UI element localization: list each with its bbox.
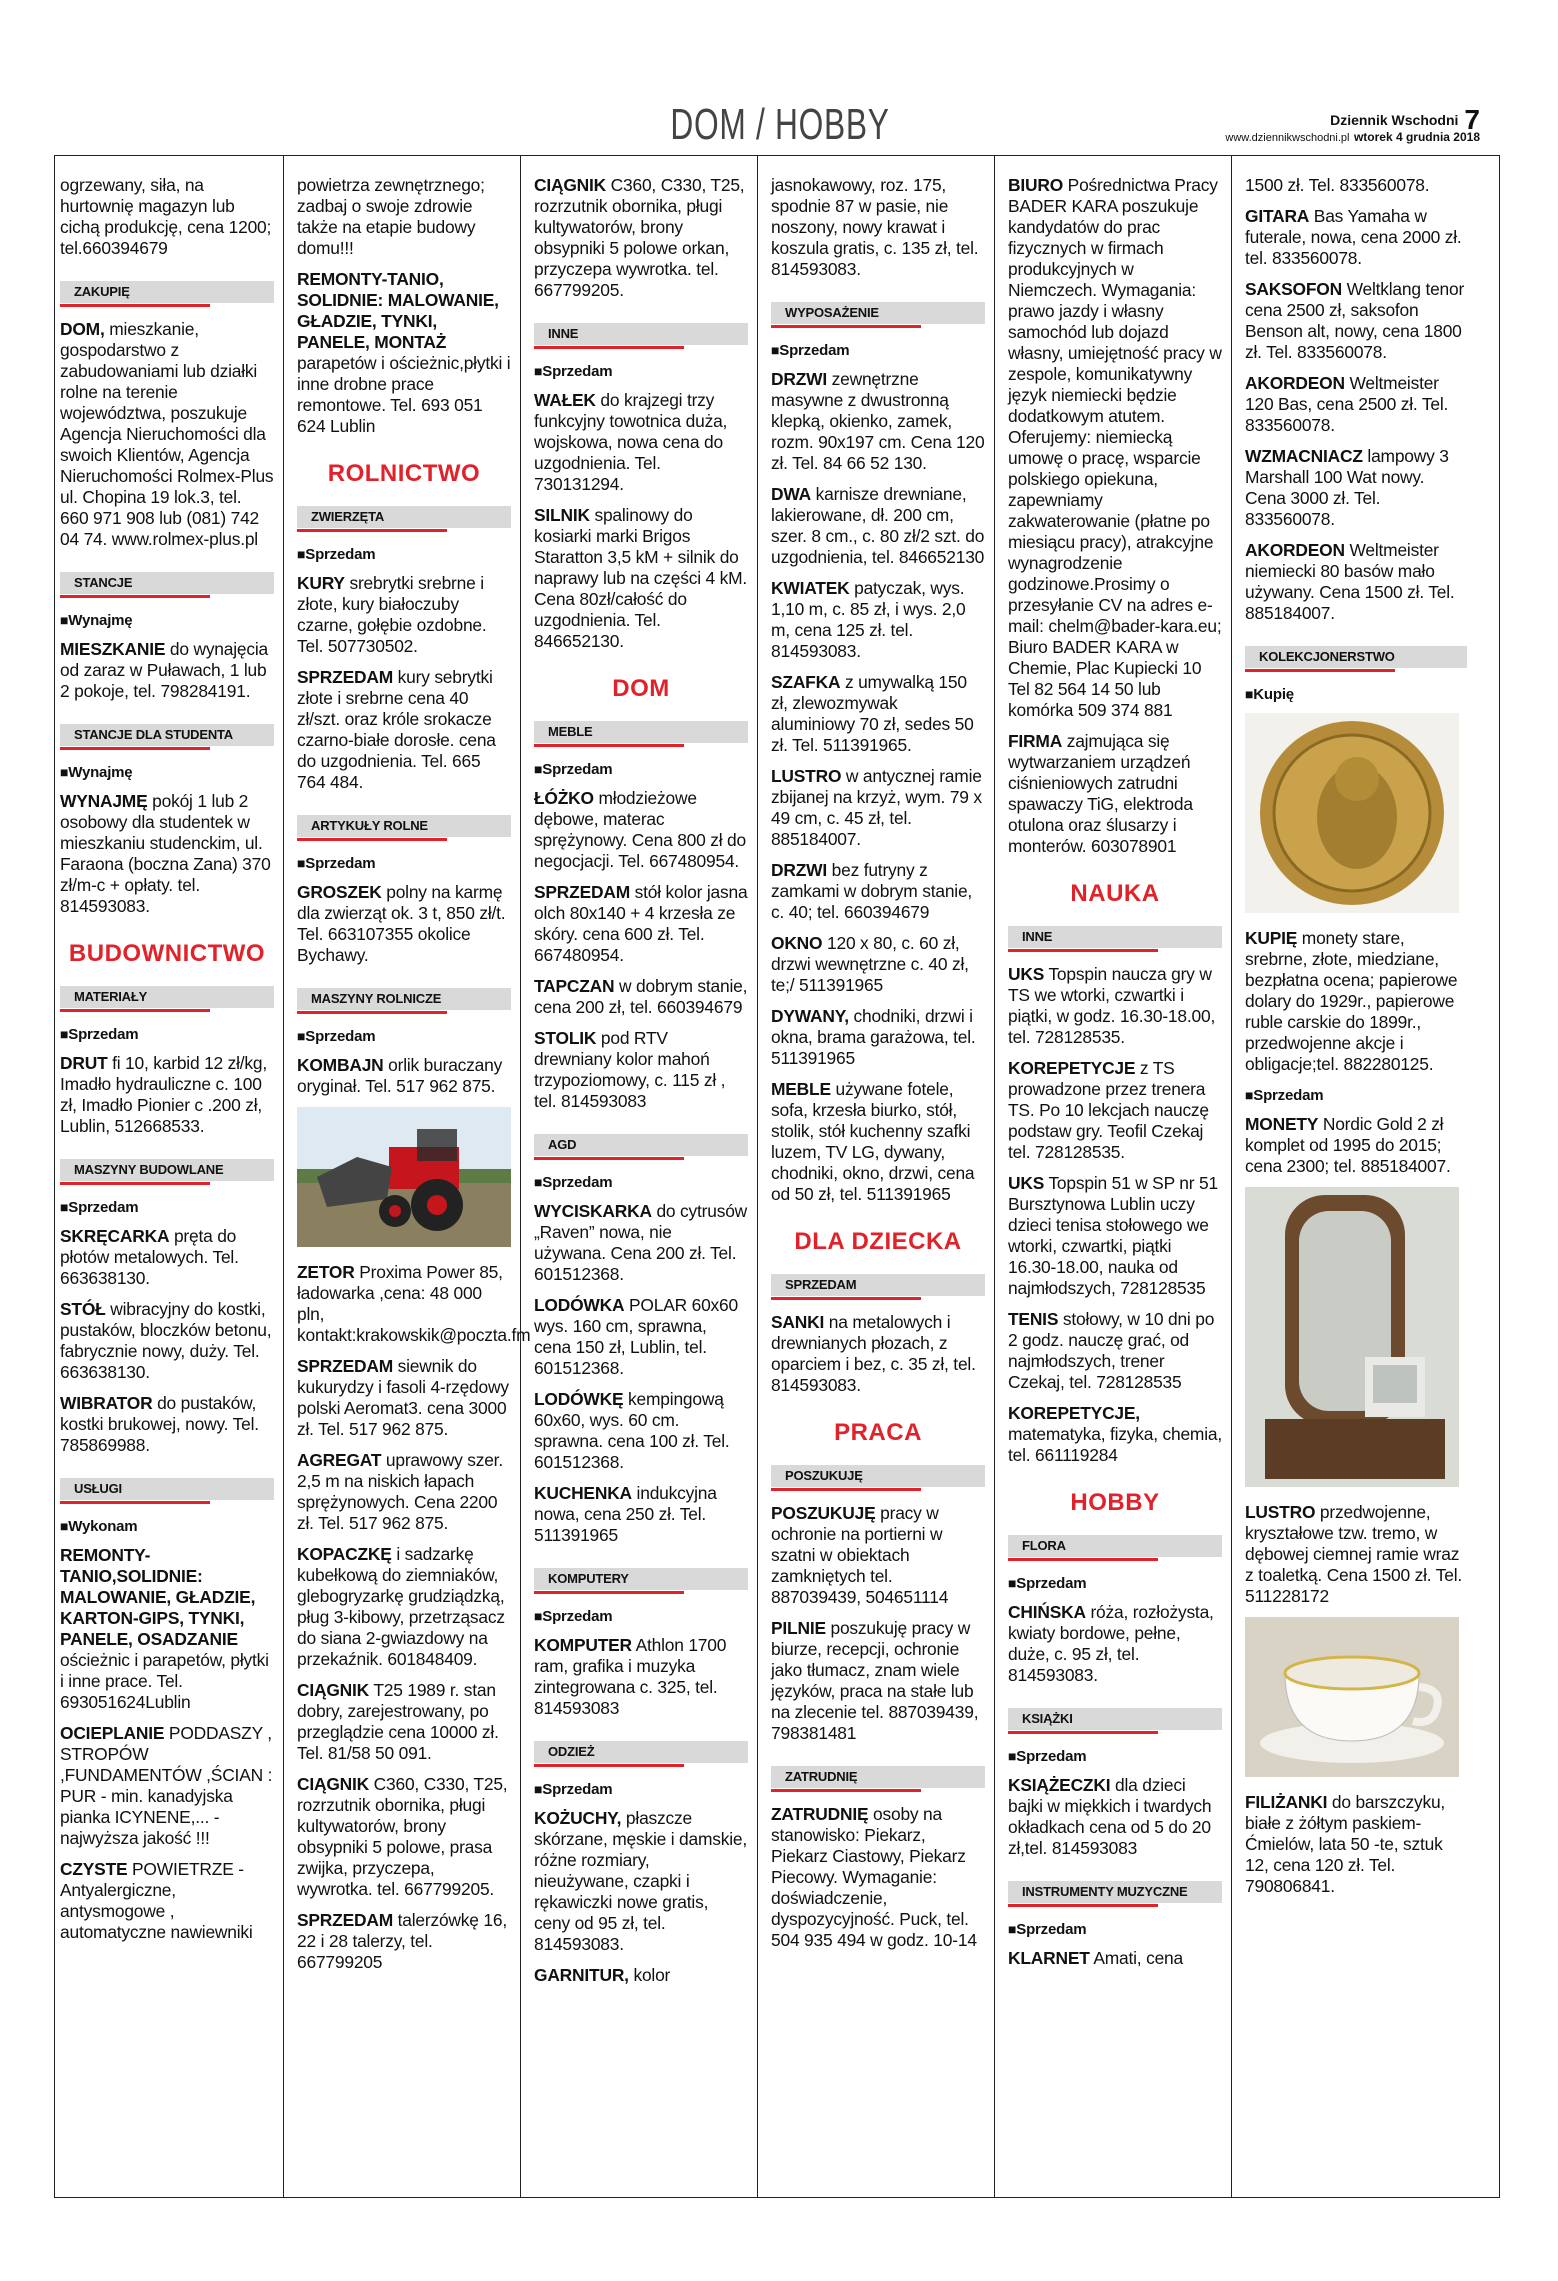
classified-ad xyxy=(534,976,748,1018)
classified-ad xyxy=(534,1965,748,1986)
mirror-photo xyxy=(1245,1187,1467,1492)
ad-text: zewnętrzne masywne z dwustronną klepką, okienko, zamek, rozm. 90x197 cm. Cena 120 zł. Tel. 84 66 52 130. xyxy=(771,369,985,473)
ad-keyword: KOMPUTER xyxy=(534,1635,632,1655)
classified-ad xyxy=(534,505,748,652)
classified-ad xyxy=(534,1483,748,1546)
page-number: 7 xyxy=(1464,104,1480,135)
classified-ad xyxy=(534,1295,748,1379)
category-header: WYPOSAŻENIE xyxy=(771,302,985,324)
ad-keyword: LUSTRO xyxy=(1245,1502,1316,1522)
classified-ad xyxy=(60,319,274,550)
column-5 xyxy=(1008,175,1222,1979)
ad-keyword: DRUT xyxy=(60,1053,108,1073)
ad-text: polny na karmę dla zwierząt ok. 3 t, 850 zł/t. Tel. 663107355 okolice Bychawy. xyxy=(297,882,506,965)
ad-text: mieszkanie, gospodarstwo z zabudowaniami lub działki rolne na terenie województwa, poszukuje Agencja Nieruchomości dla swoich Klientów, Agencja Nieruchomości Rolmex-Plus ul. Chopina 19 lok.3, tel. 660 971 908 lub (081) 742 04 74. www.rolmex-plus.pl xyxy=(60,319,274,549)
ad-text: karnisze drewniane, lakierowane, dł. 200 cm, szer. 8 cm., c. 80 zł/2 szt. do uzgodnienia, tel. 846652130 xyxy=(771,484,985,567)
ad-keyword: KURY xyxy=(297,573,345,593)
subcategory-label: ■ Sprzedam xyxy=(1245,1085,1467,1106)
ad-keyword: POSZUKUJĘ xyxy=(771,1503,876,1523)
ad-text: 1500 zł. Tel. 833560078. xyxy=(1245,175,1430,195)
subcategory-label: ■ Wykonam xyxy=(60,1516,274,1537)
category-header: ARTYKUŁY ROLNE xyxy=(297,815,511,837)
column-4 xyxy=(771,175,985,1961)
ad-keyword: SPRZEDAM xyxy=(297,1356,393,1376)
ad-keyword: MONETY xyxy=(1245,1114,1319,1134)
ad-text: kempingową 60x60, wys. 60 cm. sprawna. cena 100 zł. Tel. 601512368. xyxy=(534,1389,730,1472)
classified-ad xyxy=(534,1201,748,1285)
section-heading-dom: DOM xyxy=(612,675,670,702)
classified-ad xyxy=(771,578,985,662)
classified-ad xyxy=(1008,1775,1222,1859)
classified-ad xyxy=(1008,175,1222,721)
ad-text: siewnik do kukurydzy i fasoli 4-rzędowy polski Aeromat3. cena 3000 zł. Tel. 517 962 875. xyxy=(297,1356,509,1439)
classified-ad xyxy=(297,1356,511,1440)
ad-text: patyczak, wys. 1,10 m, c. 85 zł, i wys. 2,0 m, cena 125 zł. tel. 814593083. xyxy=(771,578,966,661)
ad-keyword: CHIŃSKA xyxy=(1008,1602,1086,1622)
ad-keyword: SPRZEDAM xyxy=(534,882,630,902)
classified-ad xyxy=(771,1079,985,1205)
classified-ad xyxy=(60,791,274,917)
subcategory-label: ■ Sprzedam xyxy=(771,340,985,361)
ad-keyword: WZMACNIACZ xyxy=(1245,446,1363,466)
classified-ad xyxy=(297,1262,531,1346)
classified-ad xyxy=(771,369,985,474)
classified-ad xyxy=(1008,731,1222,857)
subcategory-label: ■ Sprzedam xyxy=(60,1197,274,1218)
ad-text: pręta do płotów metalowych. Tel. 663638130. xyxy=(60,1226,239,1288)
category-header: ODZIEŻ xyxy=(534,1741,748,1763)
ad-keyword: ZETOR xyxy=(297,1262,355,1282)
classified-ad xyxy=(771,484,985,568)
column-1 xyxy=(60,175,274,1953)
ad-keyword: TAPCZAN xyxy=(534,976,615,996)
subcategory-label: ■ Sprzedam xyxy=(1008,1746,1222,1767)
category-header: ZWIERZĘTA xyxy=(297,506,511,528)
classified-ad xyxy=(60,1723,274,1849)
ad-keyword: SZAFKA xyxy=(771,672,841,692)
ad-text: z umywalką 150 zł, zlewozmywak aluminiowy 70 zł, sedes 50 zł. Tel. 511391965. xyxy=(771,672,974,755)
subcategory-label: ■ Sprzedam xyxy=(297,853,511,874)
ad-keyword: REMONTY-TANIO,SOLIDNIE: MALOWANIE, GŁADZIE, KARTON-GIPS, TYNKI, PANELE, OSADZANIE xyxy=(60,1545,256,1649)
ad-keyword: KOREPETYCJE, xyxy=(1008,1403,1140,1423)
category-header: POSZUKUJĘ xyxy=(771,1465,985,1487)
subcategory-label: ■ Wynajmę xyxy=(60,610,274,631)
classified-ad xyxy=(297,269,511,437)
ad-keyword: BIURO xyxy=(1008,175,1064,195)
ad-text: Athlon 1700 ram, grafika i muzyka zintegrowana c. 325, tel. 814593083 xyxy=(534,1635,727,1718)
ad-keyword: GITARA xyxy=(1245,206,1310,226)
classified-ad xyxy=(1245,446,1467,530)
column-divider xyxy=(520,155,521,2198)
column-divider xyxy=(283,155,284,2198)
subcategory-label: ■ Sprzedam xyxy=(534,1172,748,1193)
ad-keyword: KOŻUCHY, xyxy=(534,1808,622,1828)
ad-keyword: DYWANY, xyxy=(771,1006,849,1026)
page-header xyxy=(0,0,1558,155)
ad-text: wibracyjny do kostki, pustaków, bloczków betonu, fabrycznie nowy, duży. Tel. 663638130. xyxy=(60,1299,272,1382)
ad-text: pod RTV drewniany kolor mahoń trzypoziomowy, c. 115 zł , tel. 814593083 xyxy=(534,1028,726,1111)
column-3 xyxy=(534,175,748,1996)
classified-ad xyxy=(1008,1309,1222,1393)
site-url[interactable]: www.dziennikwschodni.pl xyxy=(1225,132,1350,144)
classified-ad xyxy=(534,788,748,872)
ad-continuation xyxy=(60,175,274,259)
classified-ad xyxy=(771,672,985,756)
subcategory-label: ■ Sprzedam xyxy=(534,361,748,382)
ad-continuation xyxy=(771,175,985,280)
classified-ad xyxy=(297,882,511,966)
ad-text: C360, C330, T25, rozrzutnik obornika, pługi kultywatorów, brony obsypniki 5 polowe orkan, przyczepa wywrotka. tel. 667799205. xyxy=(534,175,745,300)
ad-text: poszukuję pracy w biurze, recepcji, ochronie jako tłumacz, znam wiele języków, praca na stałe lub na zlecenie tel. 887039439, 798381481 xyxy=(771,1618,979,1743)
ad-text: zajmująca się wytwarzaniem urządzeń ciśnieniowych zatrudni spawaczy TiG, elektroda otulona oraz ślusarzy i monterów. 603078901 xyxy=(1008,731,1193,856)
subcategory-label: ■ Sprzedam xyxy=(1008,1573,1222,1594)
tractor-photo xyxy=(297,1107,511,1252)
category-header: STANCJE xyxy=(60,572,274,594)
ad-text: srebrytki srebrne i złote, kury białoczuby czarne, gołębie ozdobne. Tel. 507730502. xyxy=(297,573,487,656)
ad-keyword: KUCHENKA xyxy=(534,1483,632,1503)
ad-text: do pustaków, kostki brukowej, nowy. Tel. 785869988. xyxy=(60,1393,259,1455)
ad-text: używane fotele, sofa, krzesła biurko, stół, stolik, stół kuchenny szafki luzem, TV LG, dywany, chodniki, okno, drzwi, cena od 50 zł, tel. 511391965 xyxy=(771,1079,975,1204)
ad-text: Topspin 51 w SP nr 51 Bursztynowa Lublin uczy dzieci tenisa stołowego we wtorki, czwartki, piątki 16.30-18.00, nauka od najmłodszych, 728128535 xyxy=(1008,1173,1218,1298)
section-heading-praca: PRACA xyxy=(834,1419,922,1446)
ad-keyword: KOPACZKĘ xyxy=(297,1544,392,1564)
classified-ad xyxy=(60,1545,274,1713)
category-header: INNE xyxy=(534,323,748,345)
ad-keyword: FILIŻANKI xyxy=(1245,1792,1328,1812)
ad-text: Amati, cena xyxy=(1089,1948,1183,1968)
category-header: FLORA xyxy=(1008,1535,1222,1557)
classified-ad xyxy=(534,175,748,301)
ad-text: przedwojenne, kryształowe tzw. tremo, w dębowej ciemnej ramie wraz z toaletką. Cena 1500 zł. Tel. 511228172 xyxy=(1245,1502,1462,1606)
classified-ad xyxy=(1245,373,1467,436)
classified-ad xyxy=(1245,1792,1467,1897)
ad-text: w antycznej ramie zbijanej na krzyż, wym. 79 x 49 cm, c. 45 zł, tel. 885184007. xyxy=(771,766,982,849)
ad-text: monety stare, srebrne, złote, miedziane, bezpłatna ocena; papierowe dolary do 1929r., papierowe ruble carskie do 1899r., przedwojenne akcje i obligacje;tel. 882280125. xyxy=(1245,928,1458,1074)
ad-keyword: KSIĄŻECZKI xyxy=(1008,1775,1111,1795)
ad-text: T25 1989 r. stan dobry, zarejestrowany, po przeglądzie cena 10000 zł. Tel. 81/58 50 091. xyxy=(297,1680,499,1763)
subcategory-label: ■ Wynajmę xyxy=(60,762,274,783)
ad-keyword: CIĄGNIK xyxy=(297,1680,370,1700)
category-header: KOLEKCJONERSTWO xyxy=(1245,646,1467,668)
ad-text: talerzówkę 16, 22 i 28 talerzy, tel. 667799205 xyxy=(297,1910,507,1972)
ad-text: stół kolor jasna olch 80x140 + 4 krzesła ze skóry. cena 600 zł. Tel. 667480954. xyxy=(534,882,748,965)
ad-text: fi 10, karbid 12 zł/kg, Imadło hydrauliczne c. 100 zł, Imadło Pionier c .200 zł, Lublin, 512668533. xyxy=(60,1053,268,1136)
paper-name: Dziennik Wschodni xyxy=(1330,112,1459,128)
ad-text: PODDASZY , STROPÓW ,FUNDAMENTÓW ,ŚCIAN : PUR - min. kanadyjska pianka ICYNENE,... - najwyższa jakość !!! xyxy=(60,1723,273,1848)
classified-ad xyxy=(297,1544,511,1670)
classified-ad xyxy=(297,1774,511,1900)
ad-text: i sadzarkę kubełkową do ziemniaków, glebogryzarkę grudziądzką, pług 3-kibowy, przetrząsacz do siana 2-gwiazdowy na przekaźnik. 601848409. xyxy=(297,1544,505,1669)
subcategory-label: ■ Sprzedam xyxy=(60,1024,274,1045)
ad-text: Weltmeister 120 Bas, cena 2500 zł. Tel. 833560078. xyxy=(1245,373,1449,435)
ad-continuation xyxy=(297,175,511,259)
ad-keyword: DOM, xyxy=(60,319,105,339)
ad-continuation xyxy=(1245,175,1467,196)
ad-text: jasnokawowy, roz. 175, spodnie 87 w pasie, nie noszony, nowy krawat i koszula gratis, c. 135 zł, tel. 814593083. xyxy=(771,175,979,279)
category-header: KSIĄŻKI xyxy=(1008,1708,1222,1730)
ad-text: orlik buraczany oryginał. Tel. 517 962 875. xyxy=(297,1055,503,1096)
column-divider xyxy=(994,155,995,2198)
ad-keyword: STÓŁ xyxy=(60,1299,106,1319)
category-header: MATERIAŁY xyxy=(60,986,274,1008)
ad-keyword: DRZWI xyxy=(771,860,827,880)
ad-keyword: KLARNET xyxy=(1008,1948,1090,1968)
category-header: USŁUGI xyxy=(60,1478,274,1500)
classified-ad xyxy=(1245,279,1467,363)
coin-photo xyxy=(1245,713,1467,918)
classified-ad xyxy=(771,1503,985,1608)
ad-keyword: WAŁEK xyxy=(534,390,596,410)
ad-text: bez futryny z zamkami w dobrym stanie, c. 40; tel. 660394679 xyxy=(771,860,973,922)
ad-text: matematyka, fizyka, chemia, tel. 661119284 xyxy=(1008,1424,1222,1465)
ad-keyword: MEBLE xyxy=(771,1079,831,1099)
ad-text: młodzieżowe dębowe, materac sprężynowy. Cena 800 zł do negocjacji. Tel. 667480954. xyxy=(534,788,746,871)
ad-text: ościeżnic i parapetów, płytki i inne prace. Tel. 693051624Lublin xyxy=(60,1650,269,1712)
classified-ad xyxy=(60,1299,274,1383)
classified-ad xyxy=(1245,1502,1467,1607)
classified-ad xyxy=(771,1618,985,1744)
section-heading-budownictwo: BUDOWNICTWO xyxy=(68,940,266,967)
category-header: INSTRUMENTY MUZYCZNE xyxy=(1008,1881,1222,1903)
ad-text: lampowy 3 Marshall 100 Wat nowy. Cena 3000 zł. Tel. 833560078. xyxy=(1245,446,1449,529)
ad-keyword: ŁÓŻKO xyxy=(534,788,594,808)
ad-keyword: REMONTY-TANIO, SOLIDNIE: MALOWANIE, GŁADZIE, TYNKI, PANELE, MONTAŻ xyxy=(297,269,499,352)
ad-text: z TS prowadzone przez trenera TS. Po 10 lekcjach nauczę podstaw gry. Teofil Czekaj tel. 728128535. xyxy=(1008,1058,1209,1162)
ad-text: do wynajęcia od zaraz w Puławach, 1 lub 2 pokoje, tel. 798284191. xyxy=(60,639,269,701)
ad-text: kolor xyxy=(628,1965,671,1985)
ad-text: C360, C330, T25, rozrzutnik obornika, pługi kultywatorów, brony obsypniki 5 polowe, prasa zwijka, przyczepa, wywrotka. tel. 667799205. xyxy=(297,1774,508,1899)
subcategory-label: ■ Sprzedam xyxy=(534,1779,748,1800)
ad-keyword: GROSZEK xyxy=(297,882,382,902)
ad-text: 120 x 80, c. 60 zł, drzwi wewnętrzne c. 40 zł, te;/ 511391965 xyxy=(771,933,969,995)
subcategory-label: ■ Sprzedam xyxy=(534,1606,748,1627)
ad-keyword: STOLIK xyxy=(534,1028,597,1048)
ad-text: do krajzegi trzy funkcyjny towotnica duża, wojskowa, nowa cena do uzgodnienia. Tel. 730131294. xyxy=(534,390,728,494)
category-header: AGD xyxy=(534,1134,748,1156)
ad-keyword: SILNIK xyxy=(534,505,590,525)
column-2 xyxy=(297,175,531,1983)
classified-ad xyxy=(534,882,748,966)
classified-ad xyxy=(60,1859,274,1943)
section-heading-nauka: NAUKA xyxy=(1070,880,1160,907)
issue-date: wtorek 4 grudnia 2018 xyxy=(1353,130,1480,144)
ad-keyword: GARNITUR, xyxy=(534,1965,629,1985)
ad-keyword: SPRZEDAM xyxy=(297,667,393,687)
ad-text: płaszcze skórzane, męskie i damskie, różne rozmiary, nieużywane, czapki i rękawiczki nowe gratis, ceny od 95 zł, tel. 814593083. xyxy=(534,1808,748,1954)
category-header: MASZYNY ROLNICZE xyxy=(297,988,511,1010)
category-header: STANCJE DLA STUDENTA xyxy=(60,724,274,746)
ad-text: powietrza zewnętrznego; zadbaj o swoje zdrowie także na etapie budowy domu!!! xyxy=(297,175,485,258)
category-header: KOMPUTERY xyxy=(534,1568,748,1590)
classified-ad xyxy=(60,639,274,702)
cup-photo xyxy=(1245,1617,1467,1782)
ad-text: chodniki, drzwi i okna, brama garażowa, tel. 511391965 xyxy=(771,1006,976,1068)
category-header: MASZYNY BUDOWLANE xyxy=(60,1159,274,1181)
classified-ad xyxy=(297,1450,511,1534)
classified-ad xyxy=(1008,1058,1222,1163)
classified-ad xyxy=(771,860,985,923)
classified-ad xyxy=(297,1680,511,1764)
column-6 xyxy=(1245,175,1467,1907)
ad-keyword: WYNAJMĘ xyxy=(60,791,148,811)
classified-ad xyxy=(1245,1114,1467,1177)
classified-ad xyxy=(1008,964,1222,1048)
ad-keyword: WYCISKARKA xyxy=(534,1201,652,1221)
section-heading-hobby: HOBBY xyxy=(1070,1489,1160,1516)
ad-keyword: KOMBAJN xyxy=(297,1055,384,1075)
ad-keyword: UKS xyxy=(1008,964,1045,984)
ad-text: stołowy, w 10 dni po 2 godz. nauczę grać, od najmłodszych, trener Czekaj, tel. 728128535 xyxy=(1008,1309,1215,1392)
section-heading-dla-dziecka: DLA DZIECKA xyxy=(794,1228,962,1255)
ad-keyword: KWIATEK xyxy=(771,578,850,598)
section-heading-rolnictwo: ROLNICTWO xyxy=(327,460,481,487)
ad-keyword: TENIS xyxy=(1008,1309,1059,1329)
ad-text: na metalowych i drewnianych płozach, z oparciem i bez, c. 35 zł, tel. 814593083. xyxy=(771,1312,976,1395)
ad-keyword: AKORDEON xyxy=(1245,540,1345,560)
ad-text: Pośrednictwa Pracy BADER KARA poszukuje kandydatów do prac fizycznych w firmach produkcyjnych w Niemczech. Wymagania: prawo jazdy i własny samochód lub dojazd własny, umiejętność pracy w zespole, komunikatywny język niemiecki będzie dodatkowym atutem. Oferujemy: niemiecką umowę o pracę, wsparcie polskiego opiekuna, zapewniamy zakwaterowanie (płatne po miesiącu pracy), atrakcyjne wynagrodzenie godzinowe.Prosimy o przesyłanie CV na adres e-mail: chelm@bader-kara.eu; Biuro BADER KARA w Chemie, Plac Kupiecki 10 Tel 82 564 14 50 lub komórka 509 374 881 xyxy=(1008,175,1222,720)
classified-ad xyxy=(771,766,985,850)
classified-ad xyxy=(1245,540,1467,624)
classified-ad xyxy=(297,1055,511,1097)
subcategory-label: ■ Sprzedam xyxy=(534,759,748,780)
ad-text: POWIETRZE - Antyalergiczne, antysmogowe , automatyczne nawiewniki xyxy=(60,1859,253,1942)
classified-ad xyxy=(297,667,511,793)
category-header: MEBLE xyxy=(534,721,748,743)
ad-keyword: OCIEPLANIE xyxy=(60,1723,165,1743)
ad-keyword: SKRĘCARKA xyxy=(60,1226,170,1246)
ad-text: Weltklang tenor cena 2500 zł, saksofon Benson alt, nowy, cena 1800 zł. Tel. 833560078. xyxy=(1245,279,1465,362)
ad-text: uprawowy szer. 2,5 m na niskich łapach sprężynowych. Cena 2200 zł. Tel. 517 962 875. xyxy=(297,1450,503,1533)
ad-text: Proxima Power 85, ładowarka ,cena: 48 000 pln, kontakt:krakowskik@poczta.fm xyxy=(297,1262,531,1345)
ad-text: indukcyjna nowa, cena 250 zł. Tel. 511391965 xyxy=(534,1483,717,1545)
classified-ad xyxy=(534,1635,748,1719)
ad-text: do barszczyku, białe z żółtym paskiem-Ćmielów, lata 50 -te, sztuk 12, cena 120 zł. Tel. 790806841. xyxy=(1245,1792,1446,1896)
classified-ad xyxy=(60,1393,274,1456)
classified-ad xyxy=(771,1312,985,1396)
ad-keyword: ZATRUDNIĘ xyxy=(771,1804,869,1824)
classified-ad xyxy=(297,573,511,657)
ad-text: Weltmeister niemiecki 80 basów mało używany. Cena 1500 zł. Tel. 885184007. xyxy=(1245,540,1455,623)
category-header: SPRZEDAM xyxy=(771,1274,985,1296)
ad-text: ogrzewany, siła, na hurtownię magazyn lub cichą produkcję, cena 1200; tel.660394679 xyxy=(60,175,272,258)
classified-ad xyxy=(1245,206,1467,269)
ad-text: Topspin naucza gry w TS we wtorki, czwartki i piątki, w godz. 16.30-18.00, tel. 728128535. xyxy=(1008,964,1216,1047)
category-header: INNE xyxy=(1008,926,1222,948)
ad-text: spalinowy do kosiarki marki Brigos Staratton 3,5 kM + silnik do naprawy lub na części 4 kM. Cena 80zł/całość do uzgodnienia. Tel. 846652130. xyxy=(534,505,748,651)
ad-keyword: CIĄGNIK xyxy=(297,1774,370,1794)
ad-keyword: SAKSOFON xyxy=(1245,279,1342,299)
ad-keyword: OKNO xyxy=(771,933,823,953)
section-title: DOM / HOBBY xyxy=(670,100,890,149)
classified-ad xyxy=(297,1910,511,1973)
ad-text: kury sebrytki złote i srebrne cena 40 zł/szt. oraz króle srokacze czarno-białe dorosłe. cena do uzgodnienia. Tel. 665 764 484. xyxy=(297,667,496,792)
ad-keyword: PILNIE xyxy=(771,1618,826,1638)
ad-text: POLAR 60x60 wys. 160 cm, sprawna, cena 150 zł, Lublin, tel. 601512368. xyxy=(534,1295,738,1378)
classified-ad xyxy=(771,933,985,996)
column-divider xyxy=(1231,155,1232,2198)
ad-keyword: LODÓWKĘ xyxy=(534,1389,624,1409)
category-header: ZAKUPIĘ xyxy=(60,281,274,303)
classified-ad xyxy=(534,1389,748,1473)
ad-text: Bas Yamaha w futerale, nowa, cena 2000 zł. tel. 833560078. xyxy=(1245,206,1462,268)
ad-keyword: WIBRATOR xyxy=(60,1393,153,1413)
classified-ad xyxy=(534,1028,748,1112)
ad-keyword: LODÓWKA xyxy=(534,1295,625,1315)
subcategory-label: ■ Sprzedam xyxy=(297,1026,511,1047)
ad-text: dla dzieci bajki w miękkich i twardych okładkach cena od 5 do 20 zł,tel. 814593083 xyxy=(1008,1775,1212,1858)
classified-ad xyxy=(1008,1948,1222,1969)
ad-keyword: AGREGAT xyxy=(297,1450,382,1470)
ad-keyword: CIĄGNIK xyxy=(534,175,607,195)
ad-text: Nordic Gold 2 zł komplet od 1995 do 2015; cena 2300; tel. 885184007. xyxy=(1245,1114,1451,1176)
ad-text: w dobrym stanie, cena 200 zł, tel. 660394679 xyxy=(534,976,748,1017)
category-header: ZATRUDNIĘ xyxy=(771,1766,985,1788)
ad-keyword: MIESZKANIE xyxy=(60,639,166,659)
classified-ad xyxy=(771,1804,985,1951)
ad-keyword: DRZWI xyxy=(771,369,827,389)
ad-text: parapetów i ościeżnic,płytki i inne drobne prace remontowe. Tel. 693 051 624 Lublin xyxy=(297,353,511,436)
ad-keyword: LUSTRO xyxy=(771,766,842,786)
classified-ad xyxy=(534,1808,748,1955)
ad-text: pokój 1 lub 2 osobowy dla studentek w mieszkaniu studenckim, ul. Faraona (boczna Zana) 370 zł/m-c + opłaty. tel. 814593083. xyxy=(60,791,271,916)
classified-ad xyxy=(1008,1403,1222,1466)
subcategory-label: ■ Sprzedam xyxy=(1008,1919,1222,1940)
ad-keyword: CZYSTE xyxy=(60,1859,128,1879)
subcategory-label: ■ Sprzedam xyxy=(297,544,511,565)
ad-keyword: KUPIĘ xyxy=(1245,928,1298,948)
classified-ad xyxy=(771,1006,985,1069)
classified-ad xyxy=(1008,1173,1222,1299)
ad-keyword: AKORDEON xyxy=(1245,373,1345,393)
classified-ad xyxy=(1245,928,1467,1075)
classified-ad xyxy=(1008,1602,1222,1686)
ad-keyword: KOREPETYCJE xyxy=(1008,1058,1136,1078)
classified-ad xyxy=(60,1226,274,1289)
subcategory-label: ■ Kupię xyxy=(1245,684,1467,705)
classified-ad xyxy=(534,390,748,495)
ad-keyword: UKS xyxy=(1008,1173,1045,1193)
ad-text: róża, rozłożysta, kwiaty bordowe, pełne, duże, c. 95 zł, tel. 814593083. xyxy=(1008,1602,1214,1685)
column-divider xyxy=(757,155,758,2198)
ad-text: osoby na stanowisko: Piekarz, Piekarz Ciastowy, Piekarz Piecowy. Wymaganie: doświadczenie, dyspozycyjność. Puck, tel. 504 935 494 w godz. 10-14 xyxy=(771,1804,977,1950)
ad-keyword: SPRZEDAM xyxy=(297,1910,393,1930)
ad-keyword: FIRMA xyxy=(1008,731,1063,751)
ad-keyword: SANKI xyxy=(771,1312,825,1332)
ad-text: pracy w ochronie na portierni w szatni w obiektach zamkniętych tel. 887039439, 504651114 xyxy=(771,1503,949,1607)
ad-keyword: DWA xyxy=(771,484,811,504)
masthead xyxy=(1225,104,1480,146)
ad-text: do cytrusów „Raven” nowa, nie używana. Cena 200 zł. Tel. 601512368. xyxy=(534,1201,748,1284)
classified-ad xyxy=(60,1053,274,1137)
